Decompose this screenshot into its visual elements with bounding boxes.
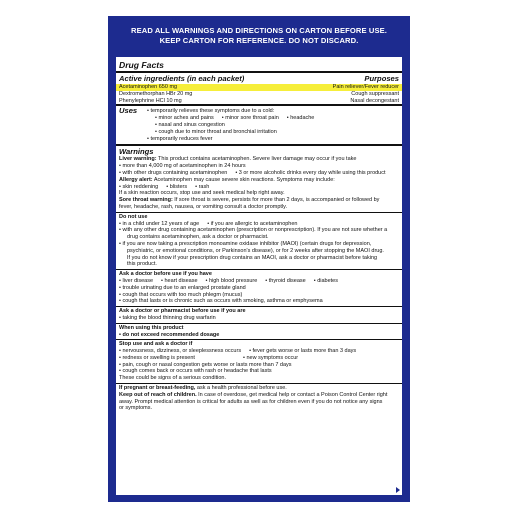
sore-throat-text: fever, headache, rash, nausea, or vomiting consult a doctor promptly. bbox=[119, 203, 288, 210]
uses-label: Uses bbox=[119, 106, 138, 116]
ingredient-name: Phenylephrine HCl 10 mg bbox=[119, 97, 182, 104]
condition-item: • cough that lasts or is chronic such as occurs with smoking, asthma or emphysema bbox=[119, 298, 323, 305]
pregnancy-warning: If pregnant or breast-feeding, ask a health professional before use. bbox=[119, 385, 287, 392]
ask-doctor-title: Ask a doctor before use if you have bbox=[119, 271, 212, 278]
do-not-use-item: • with any other drug containing acetaminophen (prescription or nonprescription). If you are not sure whether a bbox=[119, 227, 388, 234]
condition-item: • trouble urinating due to an enlarged prostate gland bbox=[119, 284, 246, 291]
when-using-item: • do not exceed recommended dosage bbox=[119, 331, 220, 338]
allergy-alert: Allergy alert: Acetaminophen may cause severe skin reactions. Symptoms may include: bbox=[119, 176, 335, 183]
condition-item: • thyroid disease bbox=[265, 277, 306, 284]
ingredient-name: Acetaminophen 650 mg bbox=[119, 84, 178, 90]
stop-item: • cough comes back or occurs with rash or headache that lasts bbox=[119, 368, 272, 375]
ingredient-row bbox=[116, 98, 402, 105]
do-not-use-item: • in a child under 12 years of age bbox=[119, 220, 200, 227]
header-line-2: KEEP CARTON FOR REFERENCE. DO NOT DISCARD. bbox=[159, 36, 359, 45]
when-using-title: When using this product bbox=[119, 324, 184, 331]
liver-item: • with other drugs containing acetaminophen bbox=[119, 169, 228, 176]
header-line-1: READ ALL WARNINGS AND DIRECTIONS ON CARTON BEFORE USE. bbox=[130, 26, 387, 35]
ask-pharmacist-title: Ask a doctor or pharmacist before use if you are bbox=[119, 308, 246, 315]
drug-facts-panel bbox=[116, 57, 402, 495]
do-not-use-text: If you do not know if your prescription drug contains an MAOI, ask a doctor or pharmacist before taking bbox=[127, 254, 378, 261]
pharmacist-item: • taking the blood thinning drug warfarin bbox=[119, 314, 216, 321]
do-not-use-text: this product. bbox=[127, 261, 157, 268]
purposes-heading: Purposes bbox=[364, 74, 399, 83]
condition-item: • liver disease bbox=[119, 277, 154, 284]
condition-item: • heart disease bbox=[161, 277, 198, 284]
stop-note: These could be signs of a serious condition. bbox=[119, 375, 227, 382]
allergy-after: If a skin reaction occurs, stop use and seek medical help right away. bbox=[119, 190, 285, 197]
condition-item: • diabetes bbox=[313, 277, 338, 284]
drug-facts-title: Drug Facts bbox=[119, 60, 164, 70]
use-item: • nasal and sinus congestion bbox=[155, 121, 225, 128]
warnings-section bbox=[116, 146, 402, 211]
do-not-use-text: psychiatric, or emotional conditions, or Parkinson's disease), or for 2 weeks after stopping the MAOI drug. bbox=[127, 247, 384, 254]
active-ingredients-header bbox=[116, 73, 402, 84]
liver-warning: Liver warning: This product contains acetaminophen. Severe liver damage may occur if you take bbox=[119, 156, 357, 163]
stop-item: • redness or swelling is present bbox=[119, 354, 195, 361]
stop-use-section bbox=[116, 340, 402, 383]
condition-item: • high blood pressure bbox=[205, 277, 258, 284]
liver-item: • 3 or more alcoholic drinks every day while using this product bbox=[235, 169, 386, 176]
allergy-symptom: • rash bbox=[195, 183, 210, 190]
do-not-use-item: • if you are allergic to acetaminophen bbox=[207, 220, 298, 227]
sore-throat-warning: Sore throat warning: If sore throat is severe, persists for more than 2 days, is accompanied or followed by bbox=[119, 197, 380, 204]
continue-arrow-icon bbox=[396, 487, 400, 493]
ingredient-row bbox=[116, 84, 402, 91]
use-item: • minor aches and pains bbox=[155, 115, 214, 122]
stop-item: • new symptoms occur bbox=[243, 354, 299, 361]
ask-pharmacist-section bbox=[116, 307, 402, 323]
when-using-section bbox=[116, 324, 402, 340]
ingredient-name: Dextromethorphan HBr 20 mg bbox=[119, 90, 193, 97]
do-not-use-section bbox=[116, 213, 402, 269]
liver-item: • more than 4,000 mg of acetaminophen in 24 hours bbox=[119, 163, 246, 170]
keep-out-text: away. Prompt medical attention is critical for adults as well as for children even if you do not notice any signs bbox=[119, 398, 383, 405]
ingredient-purpose: Nasal decongestant bbox=[350, 97, 399, 104]
use-item: • headache bbox=[286, 115, 315, 122]
warnings-title: Warnings bbox=[119, 147, 154, 157]
use-item: • temporarily reduces fever bbox=[147, 135, 213, 142]
ingredient-row bbox=[116, 91, 402, 98]
allergy-symptom: • blisters bbox=[166, 183, 188, 190]
ingredient-purpose: Cough suppressant bbox=[351, 90, 399, 97]
carton-panel bbox=[108, 16, 410, 502]
use-item: • cough due to minor throat and bronchial irritation bbox=[155, 128, 277, 135]
ask-doctor-section bbox=[116, 270, 402, 306]
stop-item: • pain, cough or nasal congestion gets worse or lasts more than 7 days bbox=[119, 361, 292, 368]
condition-item: • cough that occurs with too much phlegm (mucus) bbox=[119, 291, 243, 298]
stop-use-title: Stop use and ask a doctor if bbox=[119, 341, 193, 348]
pregnancy-section bbox=[116, 384, 402, 413]
carton-warning-header bbox=[108, 26, 410, 46]
use-item: • minor sore throat pain bbox=[221, 115, 279, 122]
do-not-use-item: • if you are now taking a prescription monoamine oxidase inhibitor (MAOI) (certain drugs for depression, bbox=[119, 240, 372, 247]
keep-out-of-reach: Keep out of reach of children. In case of overdose, get medical help or contact a Poison Control Center right bbox=[119, 391, 388, 398]
uses-intro: • temporarily relieves these symptoms due to a cold: bbox=[147, 108, 275, 115]
active-ingredients-heading: Active ingredients (in each packet) bbox=[119, 74, 245, 83]
stop-item: • fever gets worse or lasts more than 3 days bbox=[249, 348, 357, 355]
allergy-symptom: • skin reddening bbox=[119, 183, 159, 190]
stop-item: • nervousness, dizziness, or sleeplessness occurs bbox=[119, 348, 242, 355]
uses-section bbox=[116, 106, 402, 144]
do-not-use-title: Do not use bbox=[119, 213, 148, 220]
keep-out-text: or symptoms. bbox=[119, 405, 153, 412]
do-not-use-text: drug contains acetaminophen, ask a doctor or pharmacist. bbox=[127, 234, 269, 241]
ingredient-purpose: Pain reliever/Fever reducer bbox=[332, 84, 399, 90]
